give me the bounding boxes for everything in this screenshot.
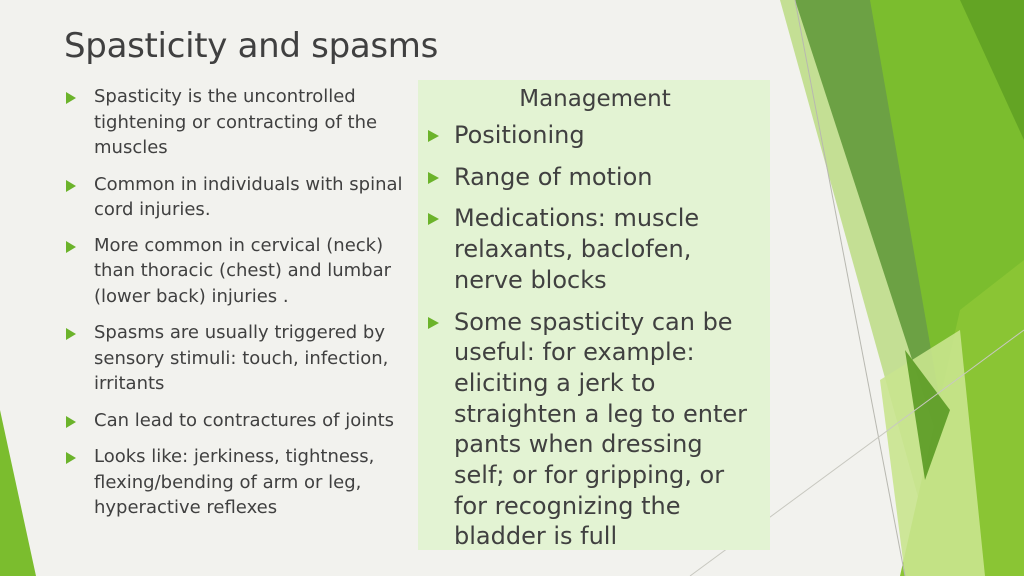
triangle-bullet-icon bbox=[428, 317, 439, 329]
list-item-text: Can lead to contractures of joints bbox=[94, 409, 395, 431]
triangle-bullet-icon bbox=[428, 172, 439, 184]
list-item bbox=[64, 444, 410, 521]
triangle-bullet-icon bbox=[66, 416, 76, 428]
list-item-text: Medications: muscle relaxants, baclofen, nerve blocks bbox=[454, 204, 700, 294]
list-item bbox=[418, 120, 760, 151]
triangle-bullet-icon bbox=[66, 452, 76, 464]
triangle-bullet-icon bbox=[66, 92, 76, 104]
list-item-text: Range of motion bbox=[454, 162, 653, 191]
left-bullet-list bbox=[64, 84, 410, 532]
slide-title: Spasticity and spasms bbox=[64, 26, 439, 66]
management-bullet-list bbox=[418, 120, 770, 552]
decor-facet bbox=[0, 410, 36, 576]
list-item bbox=[64, 320, 410, 397]
list-item-text: More common in cervical (neck) than thoracic (chest) and lumbar (lower back) injuries . bbox=[94, 234, 392, 307]
list-item-text: Spasms are usually triggered by sensory stimuli: touch, infection, irritants bbox=[94, 322, 389, 394]
list-item-text: Looks like: jerkiness, tightness, flexing/bending of arm or leg, hyperactive reflexes bbox=[94, 446, 375, 518]
management-panel bbox=[418, 80, 770, 550]
triangle-bullet-icon bbox=[428, 213, 439, 225]
list-item-text: Positioning bbox=[454, 121, 585, 149]
list-item bbox=[418, 203, 760, 295]
management-heading: Management bbox=[519, 86, 671, 112]
list-item-text: Common in individuals with spinal cord injuries. bbox=[94, 173, 403, 220]
list-item bbox=[418, 162, 760, 193]
list-item-text: Some spasticity can be useful: for example: eliciting a jerk to straighten a leg to enter pants when dressing self; or for gripping, or for recognizing the bladder is full bbox=[454, 307, 747, 551]
list-item bbox=[64, 172, 410, 223]
list-item bbox=[64, 233, 410, 310]
triangle-bullet-icon bbox=[428, 130, 439, 142]
triangle-bullet-icon bbox=[66, 241, 76, 253]
list-item-text: Spasticity is the uncontrolled tightening or contracting of the muscles bbox=[94, 86, 378, 158]
list-item bbox=[64, 408, 410, 434]
list-item bbox=[418, 307, 760, 553]
triangle-bullet-icon bbox=[66, 180, 76, 192]
list-item bbox=[64, 84, 410, 161]
triangle-bullet-icon bbox=[66, 328, 76, 340]
